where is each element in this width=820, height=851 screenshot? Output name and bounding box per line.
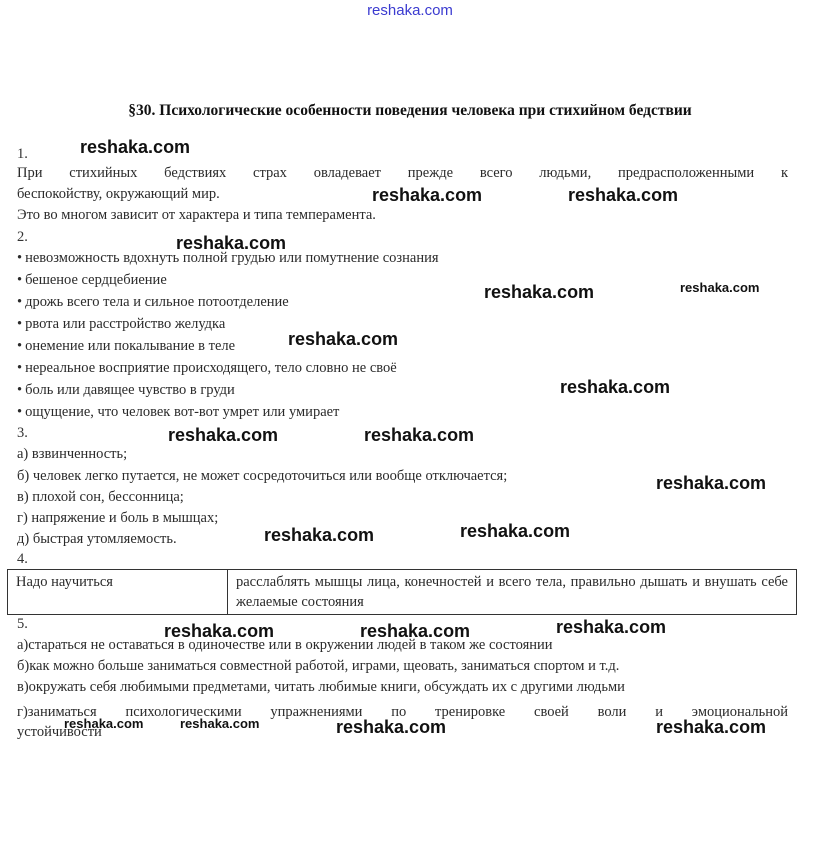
watermark: reshaka.com xyxy=(568,185,679,205)
section-2-item: • невозможность вдохнуть полной грудью или помутнение сознания xyxy=(17,250,439,267)
table-cell-label: Надо научиться xyxy=(8,570,228,615)
section-1-line-2: беспокойству, окружающий мир. xyxy=(17,186,220,202)
section-2-item: • бешеное сердцебиение xyxy=(17,272,167,289)
section-3-item: в) плохой сон, бессонница; xyxy=(17,489,184,505)
section-3-number: 3. xyxy=(17,425,28,441)
section-4-number: 4. xyxy=(17,551,28,567)
section-5-item-v: в)окружать себя любимыми предметами, читать любимые книги, обсуждать их с другими людьми xyxy=(17,679,625,695)
watermark: reshaka.com xyxy=(680,280,760,295)
watermark: reshaka.com xyxy=(560,377,671,397)
watermark: reshaka.com xyxy=(288,329,399,349)
section-2-item: • ощущение, что человек вот-вот умрет или умирает xyxy=(17,404,339,421)
watermark: reshaka.com xyxy=(656,717,767,737)
watermark: reshaka.com xyxy=(360,621,471,641)
watermark: reshaka.com xyxy=(656,473,767,493)
table-cell-value: расслаблять мышцы лица, конечностей и всего тела, правильно дышать и внушать себе желаемые состояния xyxy=(228,570,797,615)
watermark: reshaka.com xyxy=(264,525,375,545)
section-3-item: б) человек легко путается, не может сосредоточиться или вообще отключается; xyxy=(17,468,508,484)
section-2-item: • онемение или покалывание в теле xyxy=(17,338,235,355)
section-2-item: • боль или давящее чувство в груди xyxy=(17,382,235,399)
section-1-line-1: При стихийных бедствиях страх овладевает прежде всего людьми, предрасположенными к xyxy=(17,165,788,181)
section-1-line-3: Это во многом зависит от характера и типа темперамента. xyxy=(17,207,376,223)
table-row xyxy=(8,570,797,615)
section-2-number: 2. xyxy=(17,229,28,245)
section-3-item: а) взвинченность; xyxy=(17,446,128,462)
section-5-item-a: а)стараться не оставаться в одиночестве или в окружении людей в таком же состоянии xyxy=(17,637,553,653)
section-5-number: 5. xyxy=(17,616,28,632)
watermark: reshaka.com xyxy=(460,521,571,541)
section-5-item-g-line-2: устойчивости xyxy=(17,724,102,740)
top-watermark-link[interactable]: reshaka.com xyxy=(367,2,453,19)
watermark: reshaka.com xyxy=(336,717,447,737)
section-5-item-g-line-1: г)заниматься психологическими упражнениями по тренировке своей воли и эмоциональной xyxy=(17,704,788,720)
watermark: reshaka.com xyxy=(180,716,260,731)
section-3-item: г) напряжение и боль в мышцах; xyxy=(17,510,219,526)
page-title: §30. Психологические особенности поведения человека при стихийном бедствии xyxy=(128,102,692,119)
section-2-item: • дрожь всего тела и сильное потоотделение xyxy=(17,294,289,311)
watermark: reshaka.com xyxy=(164,621,275,641)
watermark: reshaka.com xyxy=(176,233,287,253)
section-3-item: д) быстрая утомляемость. xyxy=(17,531,177,547)
section-2-item: • нереальное восприятие происходящего, тело словно не своё xyxy=(17,360,397,377)
watermark: reshaka.com xyxy=(364,425,475,445)
watermark: reshaka.com xyxy=(372,185,483,205)
section-5-item-b: б)как можно больше заниматься совместной работой, играми, щеовать, заниматься спортом и т.д. xyxy=(17,658,620,674)
watermark: reshaka.com xyxy=(556,617,667,637)
section-4-table xyxy=(7,569,797,615)
section-1-number: 1. xyxy=(17,146,28,162)
section-2-item: • рвота или расстройство желудка xyxy=(17,316,225,333)
watermark: reshaka.com xyxy=(64,716,144,731)
watermark: reshaka.com xyxy=(484,282,595,302)
watermark: reshaka.com xyxy=(168,425,279,445)
watermark: reshaka.com xyxy=(80,137,191,157)
